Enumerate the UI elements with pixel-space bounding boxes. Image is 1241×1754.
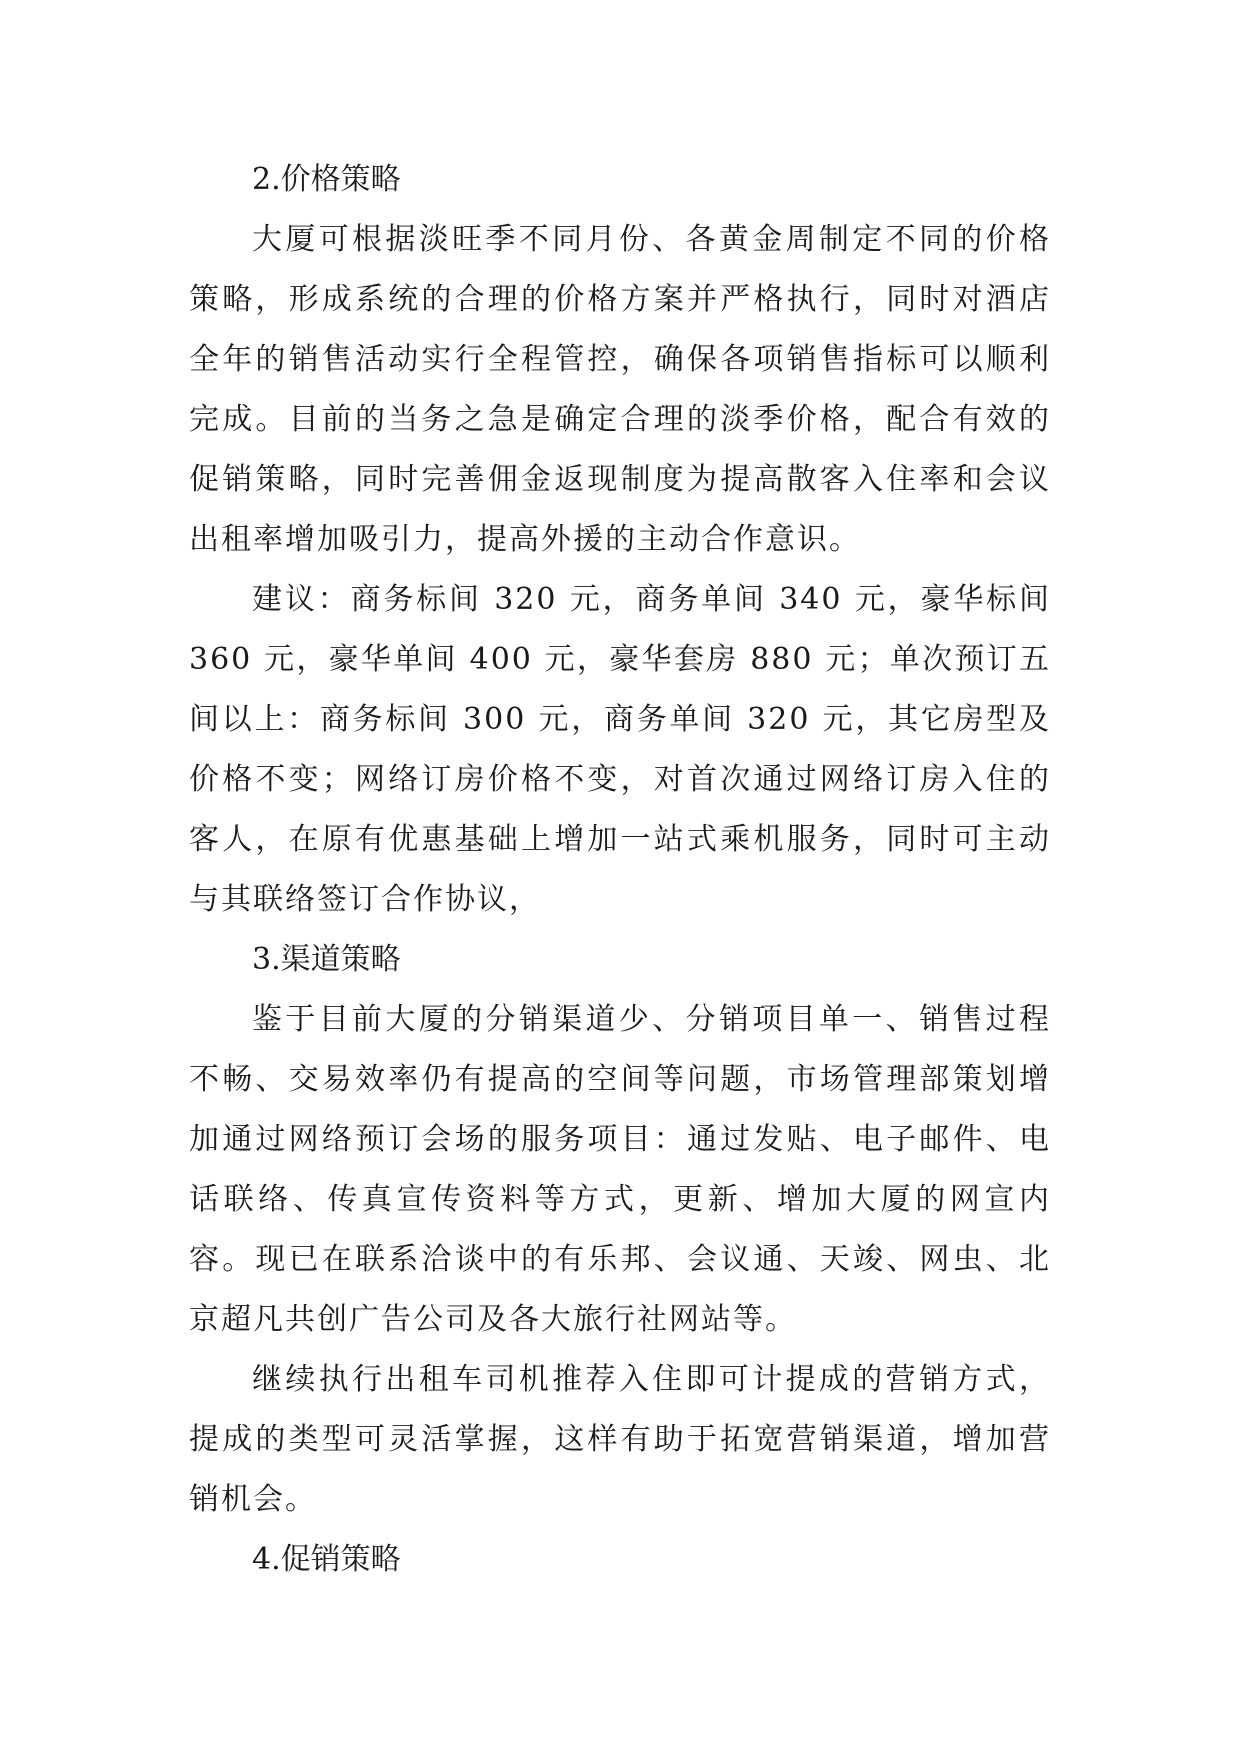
document-body <box>189 150 1051 1590</box>
section-heading-promotion-strategy: 4.促销策略 <box>252 1542 401 1577</box>
section-heading-channel-strategy: 3.渠道策略 <box>252 942 401 977</box>
paragraph-channel-overview: 鉴于目前大厦的分销渠道少、分销项目单一、销售过程不畅、交易效率仍有提高的空间等问题，市场管理部策划增加通过网络预订会场的服务项目：通过发贴、电子邮件、电话联络、传真宣传资料等方式，更新、增加大厦的网宣内容。现已在联系洽谈中的有乐邦、会议通、天竣、网虫、北京超凡共创广告公司及各大旅行社网站等。 <box>189 1002 1051 1337</box>
section-heading-price-strategy: 2.价格策略 <box>252 162 401 197</box>
paragraph-price-overview: 大厦可根据淡旺季不同月份、各黄金周制定不同的价格策略，形成系统的合理的价格方案并严格执行，同时对酒店全年的销售活动实行全程管控，确保各项销售指标可以顺利完成。目前的当务之急是确定合理的淡季价格，配合有效的促销策略，同时完善佣金返现制度为提高散客入住率和会议出租率增加吸引力，提高外援的主动合作意识。 <box>189 222 1051 557</box>
paragraph-channel-taxi: 继续执行出租车司机推荐入住即可计提成的营销方式，提成的类型可灵活掌握，这样有助于拓宽营销渠道，增加营销机会。 <box>189 1362 1051 1517</box>
paragraph-price-suggestion: 建议：商务标间 320 元，商务单间 340 元，豪华标间 360 元，豪华单间 400 元，豪华套房 880 元；单次预订五间以上：商务标间 300 元，商务单间 320 元，其它房型及价格不变；网络订房价格不变，对首次通过网络订房入住的客人，在原有优惠基础上增加一站式乘机服务，同时可主动与其联络签订合作协议， <box>189 582 1051 917</box>
